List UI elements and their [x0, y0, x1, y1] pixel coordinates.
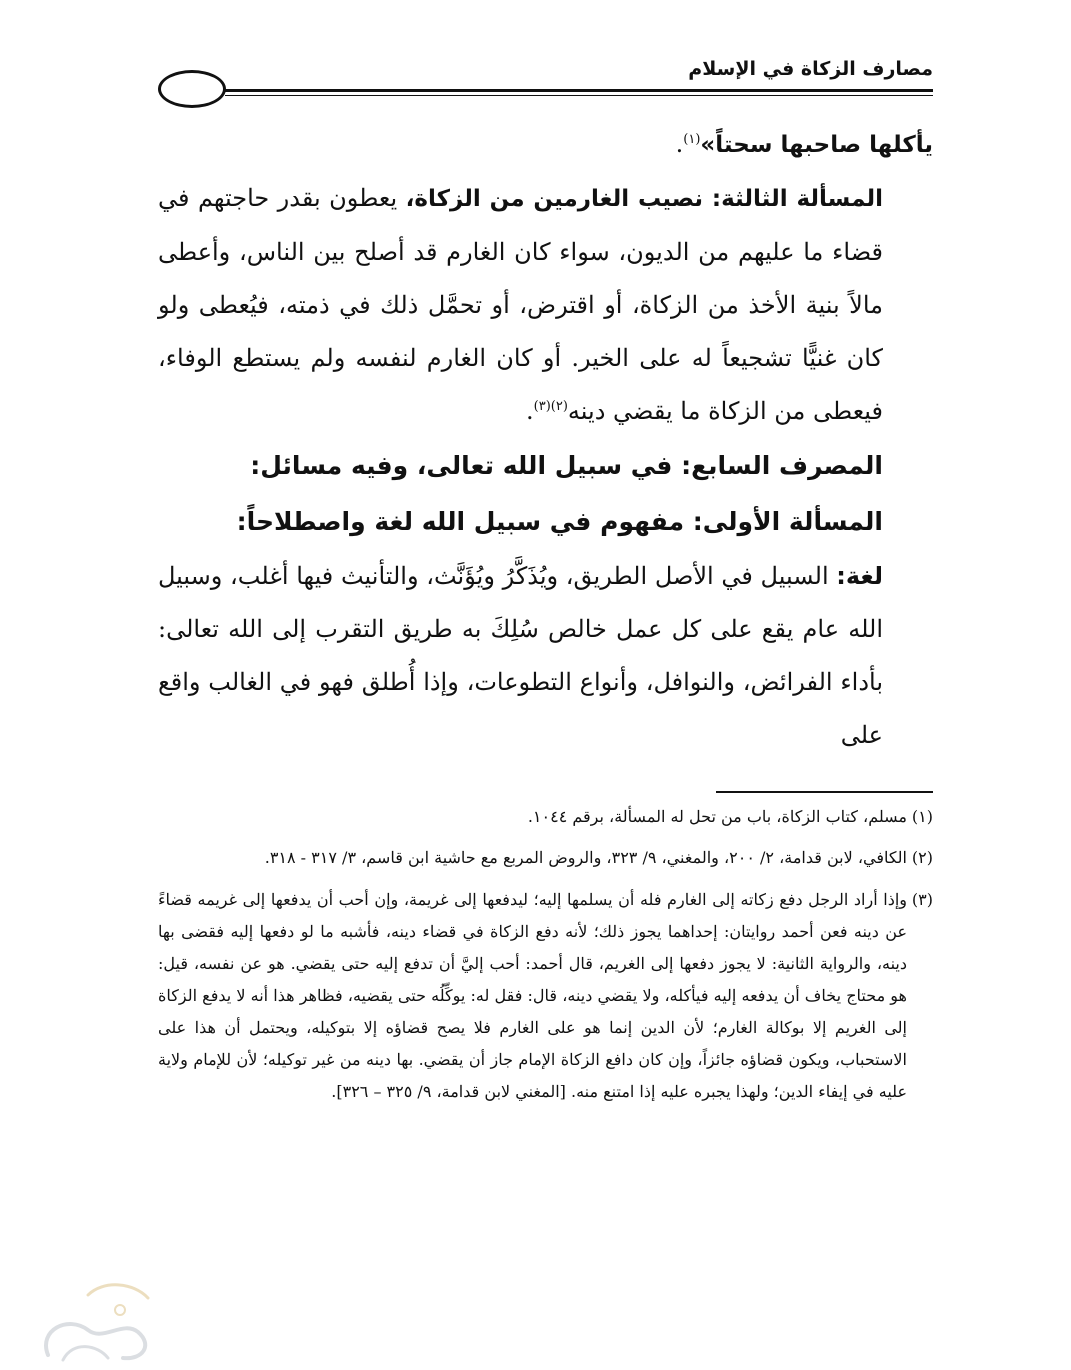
issue-three-end: .	[526, 397, 534, 425]
footnote-text: وإذا أراد الرجل دفع زكاته إلى الغارم فله أن يسلمها إليه؛ ليدفعها إلى غريمة، وإن أحب أن يدفعها إلى غريمه قضاءً عن دينه فعن أحمد روايتان: إحداهما يجوز ذلك؛ لأنه دفع الزكاة في قضاء دينه، فأشبه ما لو دفعها إليه فقضى بها دينه، والرواية الثانية: لا يجوز دفعها إلى الغريم، قال أحمد: أحب إليَّ أن تدفع إليه حتى يقضي. هو عن نفسه، قيل: هو محتاج يخاف أن يدفعه إليه فيأكله، ولا يقضي دينه، قال: فقل له: يوكِّلُه حتى يقضيه، فظاهر هذا أنه لا يدفع الزكاة إلى الغريم إلا بوكالة الغارم؛ لأن الدين إنما هو على الغارم فلا يصح قضاؤه إلا بتوكيله، ويحتمل أن هذا على الاستحباب، ويكون قضاؤه جائزاً، وإن كان دافع الزكاة الإمام جاز أن يقضي. بها دينه من غير توكيله؛ لأن للإمام ولاية عليه في إيفاء الدين؛ ولهذا يجبره عليه إذا امتنع منه. [المغني لابن قدامة، ٩/ ٣٢٥ – ٣٢٦].	[158, 890, 908, 1101]
footnote-2	[158, 841, 933, 874]
footnotes	[158, 800, 933, 1116]
footnote-number: (٢)	[911, 848, 933, 867]
issue-three-lead: المسألة الثالثة: نصيب الغارمين من الزكاة،	[405, 186, 884, 212]
footnote-ref-2-3[interactable]: (٢)(٣)	[533, 399, 568, 414]
footnote-number: (٣)	[911, 890, 933, 909]
publisher-watermark-logo	[28, 1260, 168, 1370]
issue-three-body: يعطون بقدر حاجتهم في قضاء ما عليهم من الديون، سواء كان الغارم قد أصلح بين الناس، وأعطى مالاً بنية الأخذ من الزكاة، أو اقترض، أو تحمَّل ذلك في ذمته، فيُعطى ولو كان غنيًّا تشجيعاً له على الخير. أو كان الغارم لنفسه ولم يستطع الوفاء، فيعطى من الزكاة ما يقضي دينه	[158, 184, 883, 425]
header-rule	[225, 89, 933, 92]
footnote-text: الكافي، لابن قدامة، ٢/ ٢٠٠، والمغني، ٩/ ٣٢٣، والروض المربع مع حاشية ابن قاسم، ٣/ ٣١٧ - ٣١٨.	[264, 848, 907, 867]
heading-issue-one: المسألة الأولى: مفهوم في سبيل الله لغة واصطلاحاً:	[236, 507, 883, 536]
heading-seventh-category: المصرف السابع: في سبيل الله تعالى، وفيه مسائل:	[250, 451, 883, 480]
footnote-1	[158, 800, 933, 833]
main-text	[158, 118, 933, 762]
lugha-paragraph	[158, 550, 933, 762]
lugha-body: السبيل في الأصل الطريق، ويُذَكَّرُ ويُؤَنَّث، والتأنيث فيها أغلب، وسبيل الله عام يقع على كل عمل خالص سُلِكَ به طريق التقرب إلى الله تعالى: بأداء الفرائض، والنوافل، وأنواع التطوعات، وإذا أُطلق فهو في الغالب واقع على	[158, 562, 883, 749]
footnote-text: مسلم، كتاب الزكاة، باب من تحل له المسألة، برقم ١٠٤٤.	[527, 807, 907, 826]
footnote-ref-1[interactable]: (١)	[683, 132, 701, 147]
footnote-3	[158, 884, 933, 1108]
footnote-separator	[716, 791, 933, 793]
footnote-number: (١)	[911, 807, 933, 826]
continuation-line	[158, 118, 933, 172]
continuation-text: يأكلها صاحبها سحتاً»	[700, 132, 933, 158]
lugha-label: لغة:	[836, 562, 883, 590]
header-rule-thin	[225, 95, 933, 96]
page-number-oval	[158, 70, 226, 108]
running-title: مصارف الزكاة في الإسلام	[688, 58, 933, 80]
issue-three-paragraph	[158, 172, 933, 438]
continuation-end: .	[675, 130, 684, 158]
